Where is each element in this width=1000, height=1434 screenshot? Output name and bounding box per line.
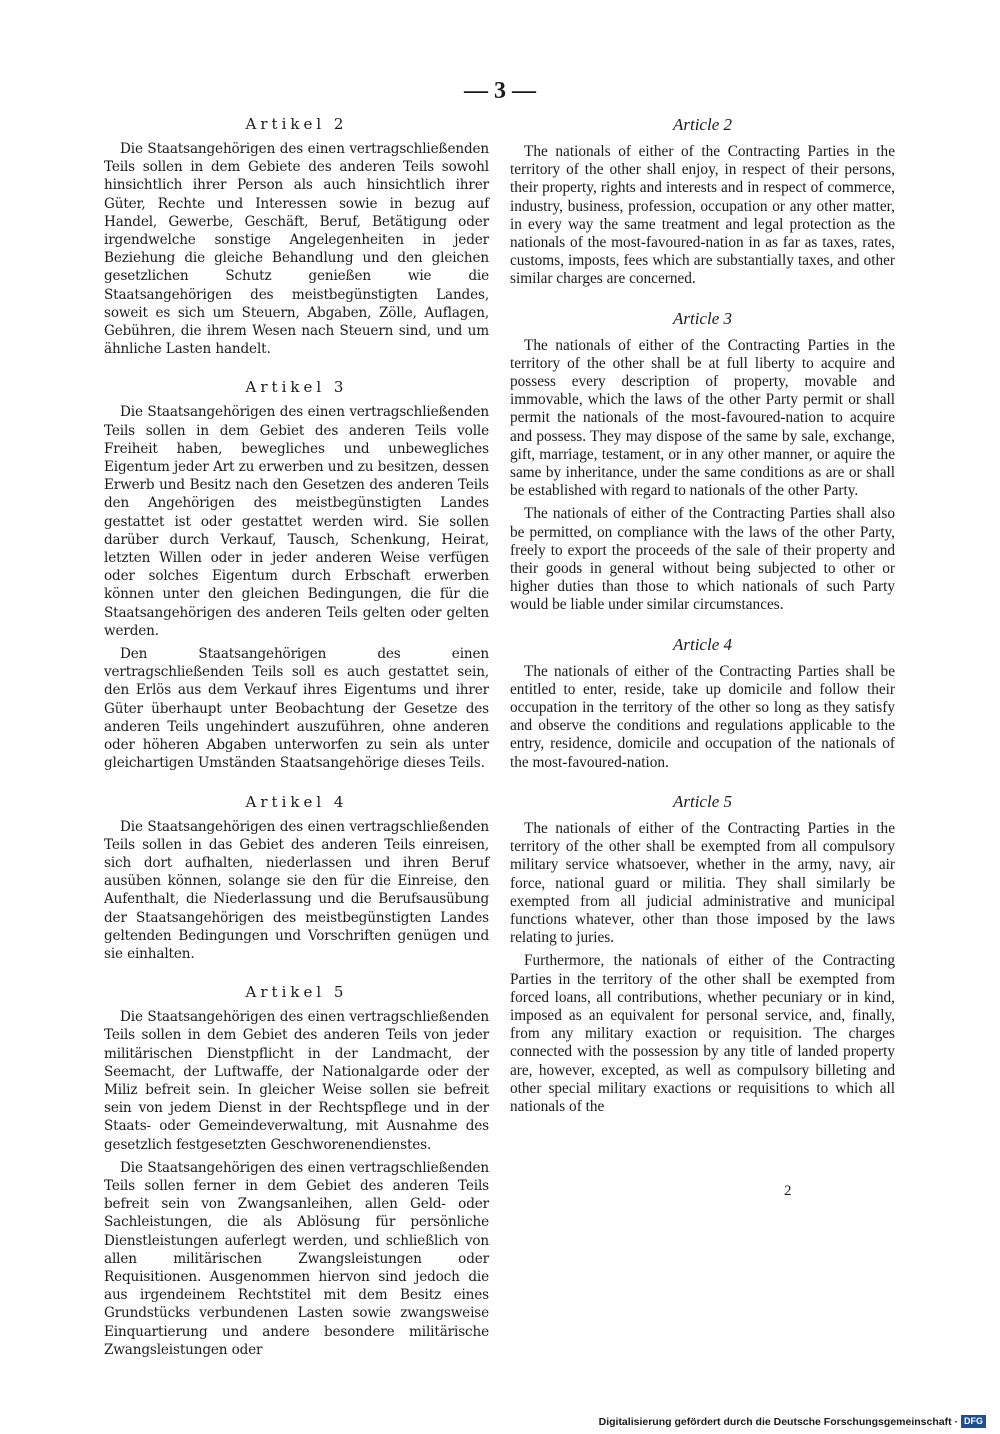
english-paragraph: Furthermore, the nationals of either of the Contracting Parties in the territory of the other shall be exempted from forced loans, all contributions, whether pecuniary or in kind, imposed as an equivalent for personal service, and, finally, from any military exaction or requisition. The charges connected with the possession by any title of landed property are, however, excepted, as well as compulsory billeting and other special military exactions or requisitions to which all nationals of the <box>510 952 895 1115</box>
dfg-logo-icon: DFG <box>961 1415 986 1428</box>
german-paragraph: Die Staatsangehörigen des einen vertragschließenden Teils sollen in dem Gebiet des anderen Teils volle Freiheit haben, bewegliches und unbewegliches Eigentum jeder Art zu erwerben und zu besitzen, dessen Erwerb und Besitz nach den Gesetzen des anderen Teils den Angehörigen des meistbegünstigten Landes gestattet ist oder gestattet werden wird. Sie sollen darüber durch Verkauf, Tausch, Schenkung, Heirat, letzten Willen oder in jeder anderen Weise verfügen oder solches Eigentum durch Erbschaft erwerben können unter den gleichen Bedingungen, die für die Staatsangehörigen des anderen Teils gelten oder gelten werden. <box>104 404 489 639</box>
german-article-5 <box>104 983 489 1359</box>
german-paragraph: Die Staatsangehörigen des einen vertragschließenden Teils sollen in das Gebiet des anderen Teils einreisen, sich dort aufhalten, niederlassen und ihren Beruf ausüben können, solange sie den für die Einreise, den Aufenthalt, die Niederlassung und die Berufsausübung der Staatsangehörigen des meistbegünstigten Landes geltenden Bedingungen und Vorschriften genügen und sie einhalten. <box>104 818 489 962</box>
german-article-heading: Artikel 5 <box>245 983 348 1002</box>
german-paragraph: Die Staatsangehörigen des einen vertragschließenden Teils sollen in dem Gebiete des anderen Teils sowohl hinsichtlich ihrer Person als auch hinsichtlich ihrer Güter, Rechte und Interessen sowie in bezug auf Handel, Gewerbe, Geschäft, Beruf, Betätigung oder irgendwelche sonstige Angelegenheiten in jeder Beziehung die gleiche Behandlung und den gleichen gesetzlichen Schutz genießen wie die Staatsangehörigen des meistbegünstigten Landes, soweit es sich um Steuern, Abgaben, Zölle, Auflagen, Gebühren, die ihrem Wesen nach Steuern sind, und um ähnliche Lasten handelt. <box>104 141 489 358</box>
footer-text: Digitalisierung gefördert durch die Deutsche Forschungsgemeinschaft · <box>598 1415 958 1428</box>
english-paragraph: The nationals of either of the Contracting Parties in the territory of the other shall be at full liberty to acquire and possess every description of property, movable and immovable, which the laws of the other Party permit or shall permit the nationals of the most-favoured-nation to acquire and possess. They may dispose of the same by sale, exchange, gift, marriage, testament, or in any other manner, or aquire the same by inheritance, under the same conditions as are or shall be established with regard to nationals of the other Party. <box>510 336 895 500</box>
sheet-number: 2 <box>784 1183 792 1199</box>
english-article-5 <box>510 792 895 1116</box>
english-paragraph: The nationals of either of the Contracting Parties in the territory of the other shall be exempted from all compulsory military service whatsoever, whether in the army, navy, air force, national guard or militia. They shall similarly be exempted from all judicial administrative and municipal functions whatever, other than those imposed by the laws relating to juries. <box>510 819 895 947</box>
english-article-3 <box>510 309 895 615</box>
english-article-heading: Article 5 <box>672 791 732 811</box>
english-paragraph: The nationals of either of the Contracting Parties shall also be permitted, on compliance with the laws of the other Party, freely to export the proceeds of the sale of their property and their goods in general without being subjected to other or higher duties than those to which nationals of such Party would be liable under similar circumstances. <box>510 505 895 614</box>
german-column <box>104 115 489 1379</box>
english-paragraph: The nationals of either of the Contracting Parties in the territory of the other shall enjoy, in respect of their persons, their property, rights and interests and in respect of commerce, industry, business, profession, occupation or any other matter, in every way the same treatment and legal protection as the nationals of the most-favoured-nation in as far as taxes, rates, customs, imposts, fees which are substantially taxes, and other similar charges are concerned. <box>510 143 895 288</box>
german-paragraph: Die Staatsangehörigen des einen vertragschließenden Teils sollen ferner in dem Gebiet des anderen Teils befreit sein von Zwangsanleihen, allen Geld- oder Sachleistungen, die als Ablösung für persönliche Dienstleistungen auferlegt werden, und schließlich von allen militärischen Zwangsleistungen oder Requisitionen. Ausgenommen hiervon sind jedoch die aus irgendeinem Rechtstitel mit dem Besitz eines Grundstücks verbundenen Lasten sowie zwangsweise Einquartierung und andere besondere militärische Zwangsleistungen oder <box>104 1159 489 1358</box>
english-column <box>510 115 895 1136</box>
english-article-heading: Article 2 <box>672 115 732 134</box>
english-paragraph: The nationals of either of the Contracting Parties shall be entitled to enter, reside, take up domicile and follow their occupation in the territory of the other so long as they satisfy and observe the conditions and regulations applicable to the entry, residence, domicile and occupation of the nationals of the most-favoured-nation. <box>510 662 895 771</box>
german-article-heading: Artikel 4 <box>245 792 348 811</box>
english-article-heading: Article 4 <box>672 634 732 654</box>
english-article-4 <box>510 635 895 772</box>
english-article-2 <box>510 115 895 289</box>
german-article-heading: Artikel 3 <box>245 378 348 397</box>
german-article-heading: Artikel 2 <box>245 115 348 133</box>
english-article-heading: Article 3 <box>672 308 732 328</box>
page-number: — 3 — <box>464 78 536 104</box>
german-article-2 <box>104 115 489 358</box>
german-paragraph: Den Staatsangehörigen des einen vertragschließenden Teils soll es auch gestattet sein, den Erlös aus dem Verkauf ihres Eigentums und ihrer Güter überhaupt unter Beobachtung der Gesetze des anderen Teils ungehindert auszuführen, ohne anderen oder höheren Abgaben unterworfen zu sein als unter gleichartigen Umständen Staatsangehörige dieses Teils. <box>104 646 489 772</box>
digitization-footer <box>599 1415 986 1428</box>
german-paragraph: Die Staatsangehörigen des einen vertragschließenden Teils sollen in dem Gebiet des anderen Teils von jeder militärischen Dienstpflicht in der Landmacht, der Seemacht, der Luftwaffe, der Nationalgarde oder der Miliz befreit sein. In gleicher Weise sollen sie befreit sein von jedem Dienst in der Rechtspflege und in der Staats- oder Gemeindeverwaltung, mit Ausnahme des gesetzlich festgesetzten Geschworenendienstes. <box>104 1009 489 1153</box>
german-article-3 <box>104 378 489 772</box>
german-article-4 <box>104 793 489 964</box>
